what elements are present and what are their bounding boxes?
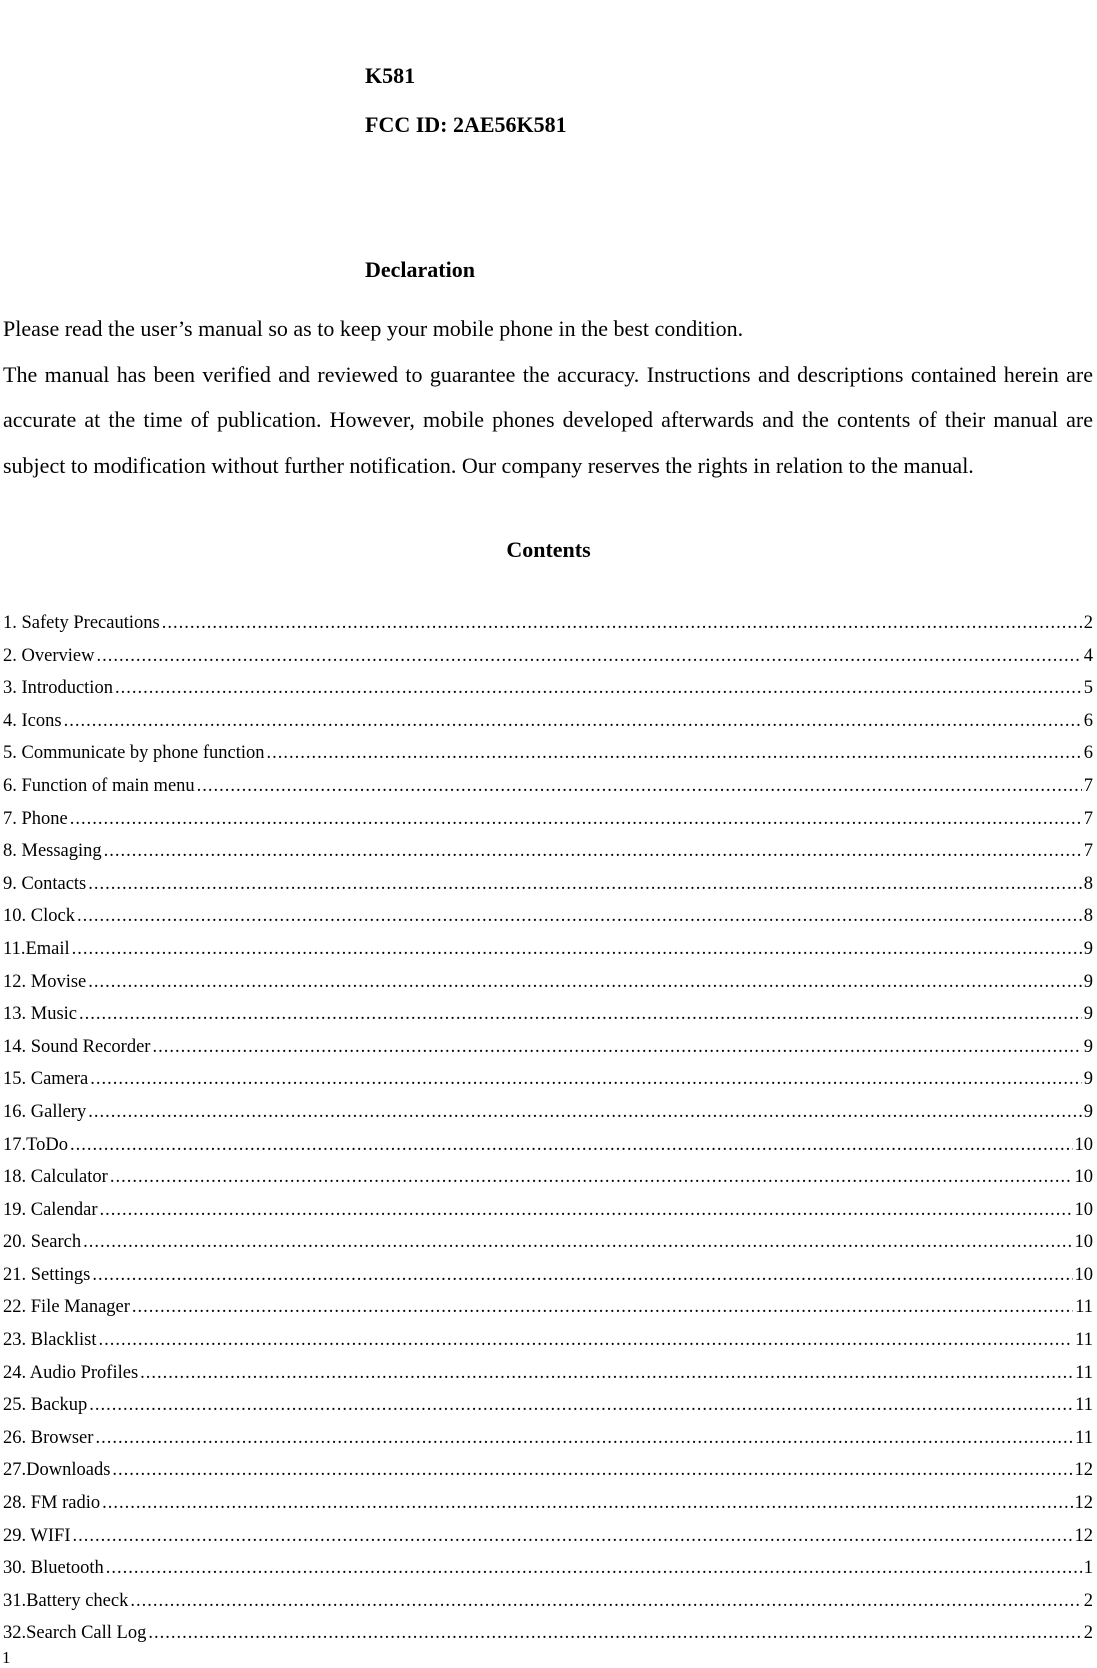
toc-leader-dots bbox=[83, 1226, 1072, 1259]
toc-entry-page: 6 bbox=[1083, 743, 1093, 764]
toc-leader-dots bbox=[140, 1357, 1073, 1390]
toc-entry-label: 11.Email bbox=[3, 938, 70, 959]
toc-entry-page: 6 bbox=[1083, 710, 1093, 731]
toc-entry[interactable] bbox=[3, 737, 1093, 770]
toc-leader-dots bbox=[104, 835, 1082, 868]
toc-leader-dots bbox=[112, 1454, 1072, 1487]
toc-entry-label: 15. Camera bbox=[3, 1069, 89, 1090]
toc-entry-label: 13. Music bbox=[3, 1004, 77, 1025]
toc-entry[interactable] bbox=[3, 1617, 1093, 1650]
toc-entry[interactable] bbox=[3, 1520, 1093, 1553]
declaration-title: Declaration bbox=[365, 257, 475, 282]
toc-entry-page: 7 bbox=[1083, 841, 1093, 862]
toc-entry-page: 10 bbox=[1074, 1167, 1093, 1188]
toc-leader-dots bbox=[95, 1422, 1073, 1455]
toc-entry-page: 1 bbox=[1083, 1558, 1093, 1579]
toc-entry-label: 1. Safety Precautions bbox=[3, 613, 160, 633]
toc-entry-label: 25. Backup bbox=[3, 1395, 88, 1416]
toc-entry-label: 26. Browser bbox=[3, 1427, 94, 1448]
toc-leader-dots bbox=[96, 640, 1081, 673]
toc-leader-dots bbox=[89, 1389, 1073, 1422]
toc-entry-page: 9 bbox=[1083, 1004, 1093, 1025]
toc-entry[interactable] bbox=[3, 1129, 1093, 1162]
toc-entry-label: 6. Function of main menu bbox=[3, 775, 195, 796]
toc-entry-label: 5. Communicate by phone function bbox=[3, 743, 265, 764]
toc-entry[interactable] bbox=[3, 1487, 1093, 1520]
toc-leader-dots bbox=[73, 1520, 1073, 1553]
toc-entry-label: 2. Overview bbox=[3, 645, 95, 666]
toc-entry[interactable] bbox=[3, 803, 1093, 836]
toc-entry[interactable] bbox=[3, 868, 1093, 901]
toc-entry-label: 16. Gallery bbox=[3, 1101, 87, 1122]
toc-entry-page: 10 bbox=[1074, 1264, 1093, 1285]
toc-entry-page: 2 bbox=[1083, 613, 1093, 633]
toc-entry-label: 28. FM radio bbox=[3, 1493, 101, 1514]
toc-entry-page: 9 bbox=[1083, 1036, 1093, 1057]
page-number: 1 bbox=[2, 1648, 11, 1667]
toc-entry-label: 8. Messaging bbox=[3, 841, 102, 862]
toc-entry-page: 2 bbox=[1083, 1590, 1093, 1611]
toc-leader-dots bbox=[77, 900, 1082, 933]
toc-entry[interactable] bbox=[3, 1357, 1093, 1390]
toc-entry[interactable] bbox=[3, 1422, 1093, 1455]
toc-leader-dots bbox=[115, 672, 1082, 705]
toc-entry[interactable] bbox=[3, 1096, 1093, 1129]
toc-entry-page: 12 bbox=[1074, 1460, 1093, 1481]
toc-entry[interactable] bbox=[3, 1389, 1093, 1422]
toc-entry[interactable] bbox=[3, 900, 1093, 933]
toc-entry[interactable] bbox=[3, 1324, 1093, 1357]
contents-title: Contents bbox=[506, 537, 591, 562]
toc-entry[interactable] bbox=[3, 1552, 1093, 1585]
toc-entry-label: 20. Search bbox=[3, 1232, 82, 1253]
toc-entry[interactable] bbox=[3, 607, 1093, 640]
toc-entry-label: 7. Phone bbox=[3, 808, 68, 829]
toc-leader-dots bbox=[92, 1259, 1072, 1292]
toc-entry[interactable] bbox=[3, 1031, 1093, 1064]
toc-entry-label: 27.Downloads bbox=[3, 1460, 111, 1481]
toc-leader-dots bbox=[197, 770, 1082, 803]
toc-entry-page: 8 bbox=[1083, 873, 1093, 894]
toc-entry-label: 3. Introduction bbox=[3, 678, 113, 699]
toc-entry[interactable] bbox=[3, 1259, 1093, 1292]
toc-entry-label: 22. File Manager bbox=[3, 1297, 130, 1318]
toc-entry-page: 5 bbox=[1083, 678, 1093, 699]
toc-entry[interactable] bbox=[3, 1291, 1093, 1324]
toc-leader-dots bbox=[162, 607, 1082, 640]
toc-leader-dots bbox=[110, 1161, 1073, 1194]
declaration-paragraph-1: Please read the user’s manual so as to keep your mobile phone in the best condition. bbox=[3, 316, 744, 341]
toc-entry[interactable] bbox=[3, 1194, 1093, 1227]
toc-entry-page: 11 bbox=[1075, 1330, 1093, 1351]
toc-entry[interactable] bbox=[3, 1454, 1093, 1487]
toc-entry-page: 10 bbox=[1074, 1134, 1093, 1155]
toc-entry-label: 10. Clock bbox=[3, 906, 75, 927]
toc-entry-page: 11 bbox=[1075, 1427, 1093, 1448]
toc-leader-dots bbox=[152, 1031, 1081, 1064]
toc-leader-dots bbox=[102, 1487, 1072, 1520]
toc-entry-page: 12 bbox=[1074, 1525, 1093, 1546]
toc-entry-page: 8 bbox=[1083, 906, 1093, 927]
declaration-paragraph-2: The manual has been verified and reviewed to guarantee the accuracy. Instructions and descriptions contained herein are accurate at the time of publication. However, mobile phones developed afterwards and the contents of their manual are subject to modification without further notification. Our company reserves the rights in relation to the manual. bbox=[3, 361, 1093, 478]
toc-entry-label: 30. Bluetooth bbox=[3, 1558, 104, 1579]
toc-entry[interactable] bbox=[3, 1226, 1093, 1259]
toc-entry-page: 9 bbox=[1083, 1101, 1093, 1122]
toc-leader-dots bbox=[70, 1129, 1073, 1162]
declaration-body bbox=[3, 306, 1093, 488]
toc-leader-dots bbox=[267, 737, 1082, 770]
toc-entry-label: 29. WIFI bbox=[3, 1525, 71, 1546]
toc-entry-label: 14. Sound Recorder bbox=[3, 1036, 151, 1057]
toc-entry-label: 21. Settings bbox=[3, 1264, 91, 1285]
toc-entry-page: 2 bbox=[1083, 1623, 1093, 1644]
toc-entry-page: 4 bbox=[1083, 645, 1093, 666]
toc-entry-page: 7 bbox=[1083, 808, 1093, 829]
toc-entry-page: 9 bbox=[1083, 971, 1093, 992]
toc-leader-dots bbox=[148, 1617, 1081, 1650]
toc-leader-dots bbox=[90, 1063, 1081, 1096]
toc-entry-label: 9. Contacts bbox=[3, 873, 87, 894]
toc-entry-label: 32.Search Call Log bbox=[3, 1623, 147, 1644]
toc-entry[interactable] bbox=[3, 672, 1093, 705]
toc-entry-page: 11 bbox=[1075, 1362, 1093, 1383]
toc-entry[interactable] bbox=[3, 705, 1093, 738]
toc-leader-dots bbox=[130, 1585, 1081, 1618]
toc-leader-dots bbox=[79, 998, 1082, 1031]
toc-leader-dots bbox=[100, 1194, 1073, 1227]
toc-entry-page: 9 bbox=[1083, 938, 1093, 959]
toc-entry-page: 10 bbox=[1074, 1199, 1093, 1220]
toc-leader-dots bbox=[64, 705, 1082, 738]
toc-entry-label: 4. Icons bbox=[3, 710, 62, 731]
toc-entry[interactable] bbox=[3, 640, 1093, 673]
toc-entry[interactable] bbox=[3, 1161, 1093, 1194]
toc-entry-label: 23. Blacklist bbox=[3, 1330, 97, 1351]
toc-entry-page: 11 bbox=[1075, 1297, 1093, 1318]
table-of-contents bbox=[3, 607, 1093, 1650]
toc-entry[interactable] bbox=[3, 835, 1093, 868]
toc-entry-page: 7 bbox=[1083, 775, 1093, 796]
fcc-id: FCC ID: 2AE56K581 bbox=[365, 112, 567, 137]
toc-leader-dots bbox=[70, 803, 1082, 836]
toc-entry-label: 12. Movise bbox=[3, 971, 87, 992]
toc-leader-dots bbox=[99, 1324, 1074, 1357]
document-header bbox=[365, 58, 567, 143]
toc-entry-label: 24. Audio Profiles bbox=[3, 1362, 139, 1383]
toc-entry-page: 11 bbox=[1075, 1395, 1093, 1416]
toc-leader-dots bbox=[106, 1552, 1082, 1585]
toc-entry[interactable] bbox=[3, 998, 1093, 1031]
toc-entry[interactable] bbox=[3, 966, 1093, 999]
toc-leader-dots bbox=[88, 1096, 1082, 1129]
toc-entry-page: 12 bbox=[1074, 1493, 1093, 1514]
toc-entry-page: 9 bbox=[1083, 1069, 1093, 1090]
toc-entry[interactable] bbox=[3, 1585, 1093, 1618]
toc-leader-dots bbox=[72, 933, 1082, 966]
toc-leader-dots bbox=[132, 1291, 1073, 1324]
toc-entry[interactable] bbox=[3, 1063, 1093, 1096]
toc-leader-dots bbox=[88, 966, 1082, 999]
toc-entry-label: 31.Battery check bbox=[3, 1590, 129, 1611]
toc-entry-page: 10 bbox=[1074, 1232, 1093, 1253]
toc-entry-label: 17.ToDo bbox=[3, 1134, 68, 1155]
toc-entry[interactable] bbox=[3, 933, 1093, 966]
toc-entry-label: 19. Calendar bbox=[3, 1199, 98, 1220]
toc-leader-dots bbox=[88, 868, 1082, 901]
toc-entry[interactable] bbox=[3, 770, 1093, 803]
toc-entry-label: 18. Calculator bbox=[3, 1167, 108, 1188]
model-name: K581 bbox=[365, 63, 416, 88]
